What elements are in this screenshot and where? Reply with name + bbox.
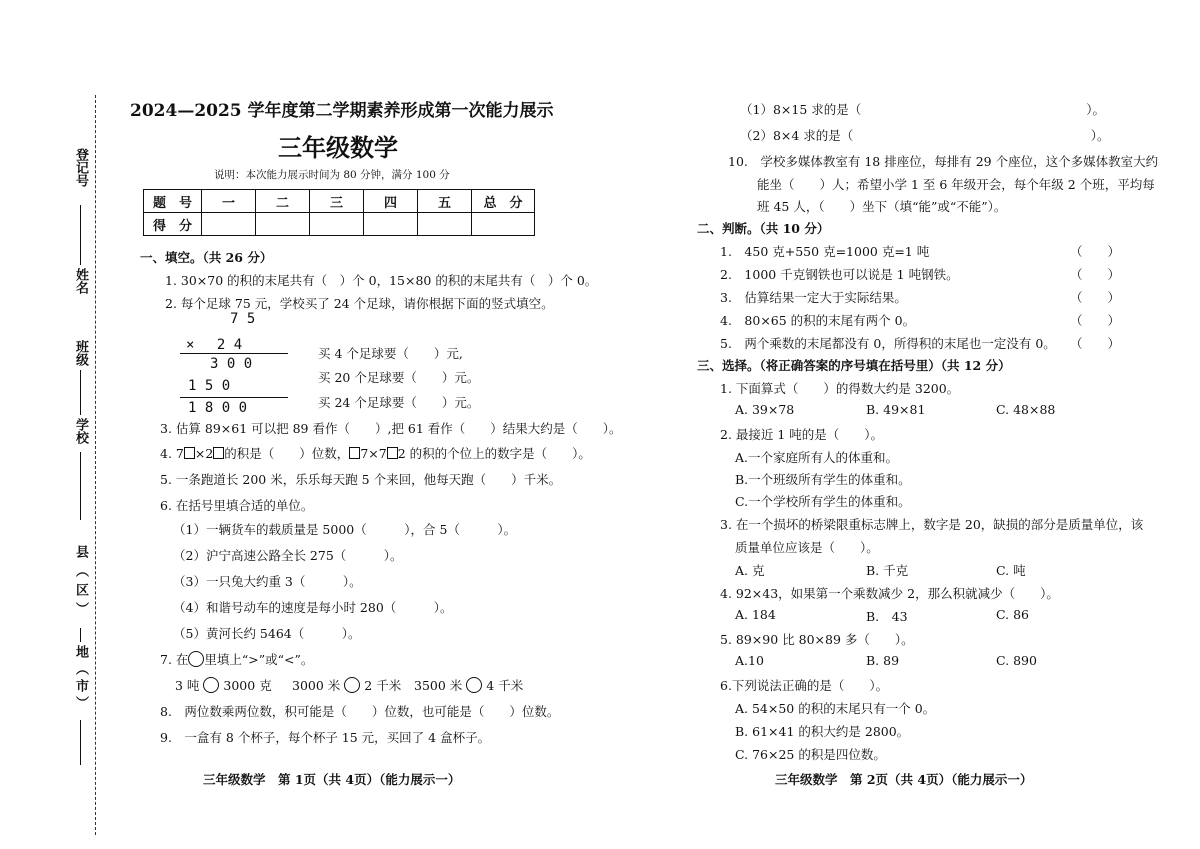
choice-1-option-a: A. 39×78 [735,402,795,417]
score-header-cell: 二 [256,190,310,213]
choice-6-option-a: A. 54×50 的积的末尾只有一个 0。 [735,701,936,716]
page2-footer: 三年级数学 第 2页（共 4页）（能力展示一） [775,772,1033,787]
blank-box [387,447,398,459]
judge-4: 4. 80×65 的积的末尾有两个 0。 [720,313,916,328]
judge-5: 5. 两个乘数的末尾都没有 0，所得积的末尾也一定没有 0。 [720,336,1056,351]
score-cell[interactable] [202,213,256,236]
school-label: 学校 [73,418,88,444]
page1-footer: 三年级数学 第 1页（共 4页）（能力展示一） [203,772,461,787]
compare-right: 2 千米 [364,678,402,693]
judge-4-mark[interactable]: （ ） [1070,313,1121,328]
compare-left: 3 吨 [175,678,200,693]
choice-2-option-b: B.一个班级所有学生的体重和。 [735,472,911,487]
question-9: 9. 一盒有 8 个杯子，每个杯子 15 元，买回了 4 盒杯子。 [160,730,491,745]
calc-note-2: 买 20 个足球要（ ）元。 [318,370,480,385]
score-table [143,189,535,236]
calc-rule [180,353,288,354]
choice-4-option-a: A. 184 [735,607,776,622]
question-4-part: 的积是（ ）位数， [224,446,350,461]
binding-line [95,95,96,835]
calc-multiplicand: 7 5 [230,311,256,327]
choice-2: 2. 最接近 1 吨的是（ ）。 [720,427,884,442]
choice-1-option-c: C. 48×88 [996,402,1056,417]
name-label: 姓名 [73,268,88,294]
choice-3-option-a: A. 克 [735,563,765,578]
question-6-item-4: （4）和谐号动车的速度是每小时 280（ ）。 [173,600,453,615]
choice-5-option-c: C. 890 [996,653,1037,668]
question-7-part: 7. 在 [160,652,189,667]
choice-5-option-b: B. 89 [866,653,900,668]
question-4-part: 7×7 [360,446,387,461]
question-5: 5. 一条跑道长 200 米，乐乐每天跑 5 个来回，他每天跑（ ）千米。 [160,472,562,487]
question-4-part: 4. 7 [160,446,184,461]
score-cell[interactable] [364,213,418,236]
question-10-line-1: 10. 学校多媒体教室有 18 排座位，每排有 29 个座位，这个多媒体教室大约 [728,154,1159,169]
score-table-score-row [144,213,535,236]
judge-5-mark[interactable]: （ ） [1070,336,1121,351]
question-6-item-1: （1）一辆货车的载质量是 5000（ ），合 5（ ）。 [173,522,517,537]
exam-title: 2024—2025 学年度第二学期素养形成第一次能力展示 [130,101,554,121]
question-8: 8. 两位数乘两位数，积可能是（ ）位数，也可能是（ ）位数。 [160,704,560,719]
exam-note: 说明：本次能力展示时间为 80 分钟，满分 100 分 [214,169,450,181]
circle-blank-icon[interactable] [466,677,482,693]
judge-2: 2. 1000 千克钢铁也可以说是 1 吨钢铁。 [720,267,959,282]
score-cell[interactable] [310,213,364,236]
question-4-part: ×2 [194,446,214,461]
calc-rule [180,397,288,398]
question-7 [160,650,313,668]
class-line [80,370,81,415]
judge-3: 3. 估算结果一定大于实际结果。 [720,290,907,305]
choice-4-option-c: C. 86 [996,607,1029,622]
choice-6: 6.下列说法正确的是（ ）。 [720,678,889,693]
question-7-part: 里填上“>”或“<”。 [204,652,314,667]
section2-heading: 二、判断。（共 10 分） [697,221,830,236]
calc-note-1: 买 4 个足球要（ ）元, [318,346,463,361]
compare-left: 3000 米 [292,678,341,693]
compare-right: 3000 克 [223,678,272,693]
score-header-cell: 总 分 [472,190,535,213]
judge-2-mark[interactable]: （ ） [1070,267,1121,282]
question-6: 6. 在括号里填合适的单位。 [160,498,314,513]
choice-3-option-c: C. 吨 [996,563,1026,578]
section1-heading: 一、填空。（共 26 分） [140,250,273,265]
registration-no-line [80,205,81,265]
score-cell[interactable] [256,213,310,236]
class-label: 班级 [73,340,88,366]
calc-multiplier: × 2 4 [186,337,243,353]
city-label: 地（市） [73,645,88,713]
judge-3-mark[interactable]: （ ） [1070,290,1121,305]
choice-3-option-b: B. 千克 [866,563,909,578]
score-header-cell: 五 [418,190,472,213]
calc-product: 1 8 0 0 [188,400,248,416]
question-6-item-3: （3）一只兔大约重 3（ ）。 [173,574,362,589]
score-table-header-row [144,190,535,213]
choice-4-option-b: B. 43 [866,609,908,624]
question-10-line-3: 班 45 人，（ ）坐下（填“能”或“不能”）。 [757,199,1007,214]
choice-6-option-c: C. 76×25 的积是四位数。 [735,747,886,762]
section3-heading: 三、选择。（将正确答案的序号填在括号里）（共 12 分） [697,358,1011,373]
blank-box [184,447,195,459]
score-cell[interactable] [418,213,472,236]
circle-blank-icon[interactable] [203,677,219,693]
county-label: 县（区） [73,545,88,621]
question-9-item-1: （1）8×15 求的是（ ）。 [740,102,1106,117]
choice-6-option-b: B. 61×41 的积大约是 2800。 [735,724,910,739]
judge-1-mark[interactable]: （ ） [1070,244,1121,259]
question-4 [160,444,591,462]
school-line [80,452,81,520]
county-line [80,628,81,642]
choice-3-line-2: 质量单位应该是（ ）。 [735,540,879,555]
compare-item-3 [414,676,523,694]
choice-1: 1. 下面算式（ ）的得数大约是 3200。 [720,381,960,396]
choice-3-line-1: 3. 在一个损坏的桥梁限重标志牌上，数字是 20，缺损的部分是质量单位，该 [720,517,1144,532]
subject-title: 三年级数学 [278,134,398,162]
blank-box [213,447,224,459]
question-3: 3. 估算 89×61 可以把 89 看作（ ）,把 61 看作（ ）结果大约是（ ）。 [160,421,622,436]
calc-note-3: 买 24 个足球要（ ）元。 [318,395,480,410]
question-10-line-2: 能坐（ ）人；希望小学 1 至 6 年级开会，每个年级 2 个班，平均每 [757,177,1155,192]
compare-right: 4 千米 [486,678,524,693]
compare-item-2 [292,676,401,694]
circle-blank-icon [188,651,204,667]
score-row-label: 得 分 [144,213,202,236]
question-4-part: 2 的积的个位上的数字是（ ）。 [397,446,591,461]
compare-left: 3500 米 [414,678,463,693]
calc-partial-1: 3 0 0 [210,356,253,372]
score-header-cell: 三 [310,190,364,213]
question-1: 1. 30×70 的积的末尾共有（ ）个 0，15×80 的积的末尾共有（ ）个 0。 [165,273,598,288]
judge-1: 1. 450 克+550 克=1000 克=1 吨 [720,244,930,259]
calc-partial-2: 1 5 0 [188,378,231,394]
score-header-cell: 一 [202,190,256,213]
registration-no-label: 登记号 [73,148,88,187]
score-header-cell: 四 [364,190,418,213]
question-2: 2. 每个足球 75 元，学校买了 24 个足球，请你根据下面的竖式填空。 [165,296,554,311]
choice-5: 5. 89×90 比 80×89 多（ ）。 [720,632,914,647]
circle-blank-icon[interactable] [344,677,360,693]
score-header-cell: 题 号 [144,190,202,213]
choice-5-option-a: A.10 [735,653,764,668]
question-6-item-2: （2）沪宁高速公路全长 275（ ）。 [173,548,403,563]
city-line [80,720,81,765]
blank-box [349,447,360,459]
choice-1-option-b: B. 49×81 [866,402,926,417]
choice-2-option-c: C.一个学校所有学生的体重和。 [735,494,911,509]
question-6-item-5: （5）黄河长约 5464（ ）。 [173,626,361,641]
question-9-item-2: （2）8×4 求的是（ ）。 [740,128,1110,143]
score-cell[interactable] [472,213,535,236]
choice-2-option-a: A.一个家庭所有人的体重和。 [735,450,899,465]
compare-item-1 [175,676,272,694]
choice-4: 4. 92×43，如果第一个乘数减少 2，那么积就减少（ ）。 [720,586,1059,601]
